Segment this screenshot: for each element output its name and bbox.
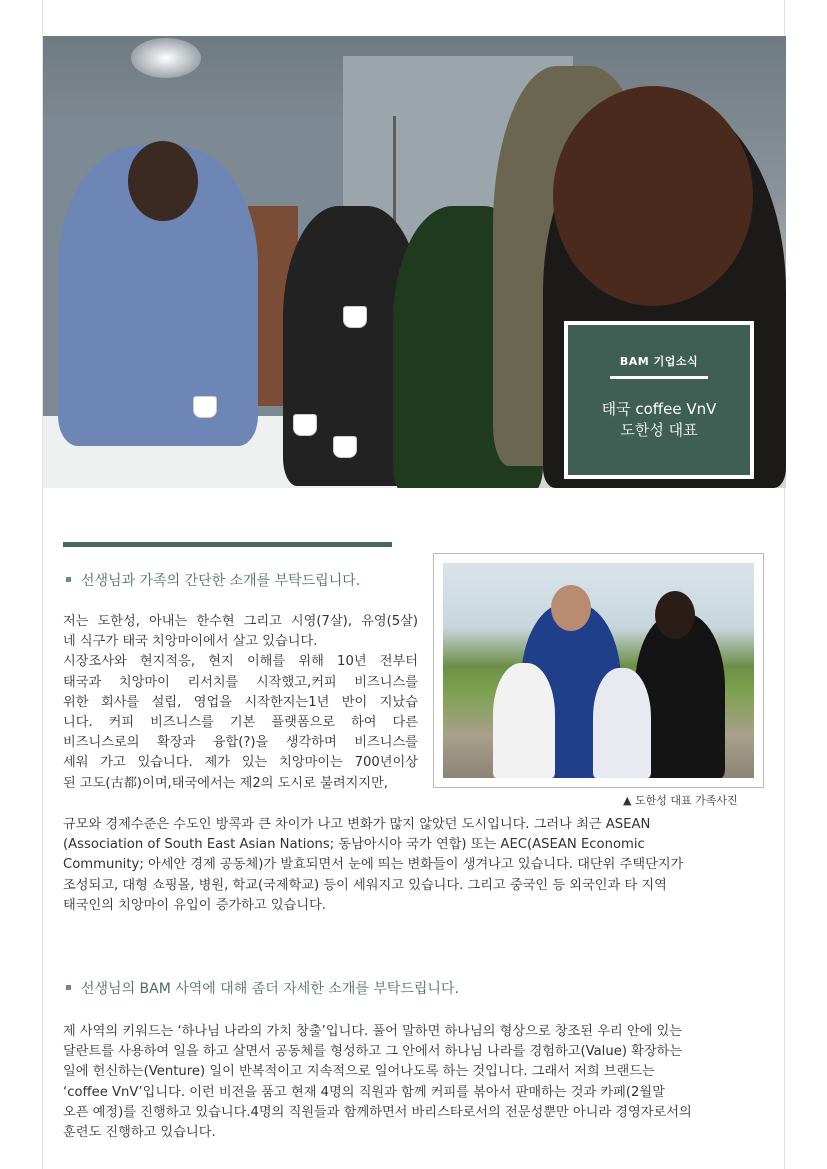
- paragraph-line: 조성되고, 대형 쇼핑몰, 병원, 학교(국제학교) 등이 세워지고 있습니다. 그리고 중국인 등 외국인과 타 지역: [63, 877, 667, 893]
- paragraph-line: 일에 헌신하는(Venture) 일이 반복적이고 지속적으로 일어나도록 하는 것입니다. 그래서 저희 브랜드는: [63, 1064, 655, 1080]
- person-head: [553, 86, 753, 306]
- intro-paragraph: [63, 612, 418, 794]
- person-head: [128, 141, 198, 221]
- paragraph-line: 위한 회사를 설립, 영업을 시작한지는1년 반이 지났습: [63, 694, 418, 710]
- paragraph-line: 비즈니스로의 확장과 융합(?)을 생각하며 비즈니스를: [63, 735, 418, 751]
- person: [593, 668, 651, 778]
- paragraph-line: 제 사역의 키워드는 ‘하나님 나라의 가치 창출’입니다. 풀어 말하면 하나님의 형상으로 창조된 우리 안에 있는: [63, 1024, 683, 1039]
- paragraph-line: 저는 도한성, 아내는 한수현 그리고 시영(7살), 유영(5살): [63, 614, 418, 629]
- person-head: [655, 591, 695, 639]
- paragraph-line: 태국과 치앙마이 리서치를 시작했고,커피 비즈니스를: [63, 674, 418, 690]
- square-bullet-icon: [66, 577, 71, 582]
- badge-title-line: 도한성 대표: [620, 421, 698, 439]
- paragraph-line: 시장조사와 현지적응, 현지 이해를 위해 10년 전부터: [63, 654, 418, 670]
- family-photo-frame: [433, 553, 764, 788]
- paragraph-line: Community; 아세안 경제 공동체)가 발효되면서 눈에 띄는 변화들이 생겨나고 있습니다. 대단위 주택단지가: [63, 857, 684, 873]
- badge-title-line: 태국 coffee VnV: [601, 400, 717, 418]
- paragraph-line: 훈련도 진행하고 있습니다.: [63, 1125, 216, 1141]
- paragraph-line: 오픈 예정)를 진행하고 있습니다.4명의 직원들과 함께하면서 바리스타로서의 전문성뿐만 아니라 경영자로서의: [63, 1104, 692, 1120]
- person-head: [551, 585, 591, 631]
- paragraph-line: 규모와 경제수준은 수도인 방콕과 큰 차이가 나고 변화가 많지 않았던 도시입니다. 그러나 최근 ASEAN: [63, 817, 651, 832]
- person: [493, 663, 555, 778]
- bam-paragraph: [63, 1022, 768, 1143]
- badge-divider: [610, 376, 708, 379]
- square-bullet-icon: [66, 985, 71, 990]
- paragraph-line: 태국인의 치앙마이 유입이 증가하고 있습니다.: [63, 897, 327, 913]
- intro-paragraph-continued: [63, 815, 755, 916]
- paragraph-line: 니다. 커피 비즈니스를 기본 플랫폼으로 하여 다른: [63, 715, 418, 731]
- cup: [343, 306, 367, 328]
- paragraph-line: ‘coffee VnV’입니다. 이런 비전을 품고 현재 4명의 직원과 함께 커피를 볶아서 판매하는 것과 카페(2월말: [63, 1084, 665, 1100]
- heading-text: 선생님과 가족의 간단한 소개를 부탁드립니다.: [81, 573, 361, 589]
- family-photo: [443, 563, 754, 778]
- cup: [333, 436, 357, 458]
- heading-text: 선생님의 BAM 사역에 대해 좀더 자세한 소개를 부탁드립니다.: [81, 981, 459, 997]
- ceiling-light: [131, 38, 201, 78]
- badge-category: BAM 기업소식: [619, 355, 699, 368]
- cup: [293, 414, 317, 436]
- section-divider: [63, 542, 392, 547]
- cup: [193, 396, 217, 418]
- paragraph-line: 네 식구가 태국 치앙마이에서 살고 있습니다.: [63, 634, 318, 650]
- paragraph-line: (Association of South East Asian Nations; 동남아시아 국가 연합) 또는 AEC(ASEAN Economic: [63, 837, 645, 853]
- paragraph-line: 달란트를 사용하여 일을 하고 살면서 공동체를 형성하고 그 안에서 하나님 나라를 경험하고(Value) 확장하는: [63, 1044, 683, 1060]
- paragraph-line: 세워 가고 있습니다. 제가 있는 치앙마이는 700년이상: [63, 755, 418, 771]
- badge-title: [568, 399, 750, 441]
- section-heading: [66, 978, 459, 998]
- paragraph-line: 된 고도(古都)이며,태국에서는 제2의 도시로 불려지지만,: [63, 775, 388, 791]
- title-badge: [564, 321, 754, 479]
- section-heading: [66, 570, 360, 590]
- photo-caption: ▲ 도한성 대표 가족사진: [623, 794, 738, 807]
